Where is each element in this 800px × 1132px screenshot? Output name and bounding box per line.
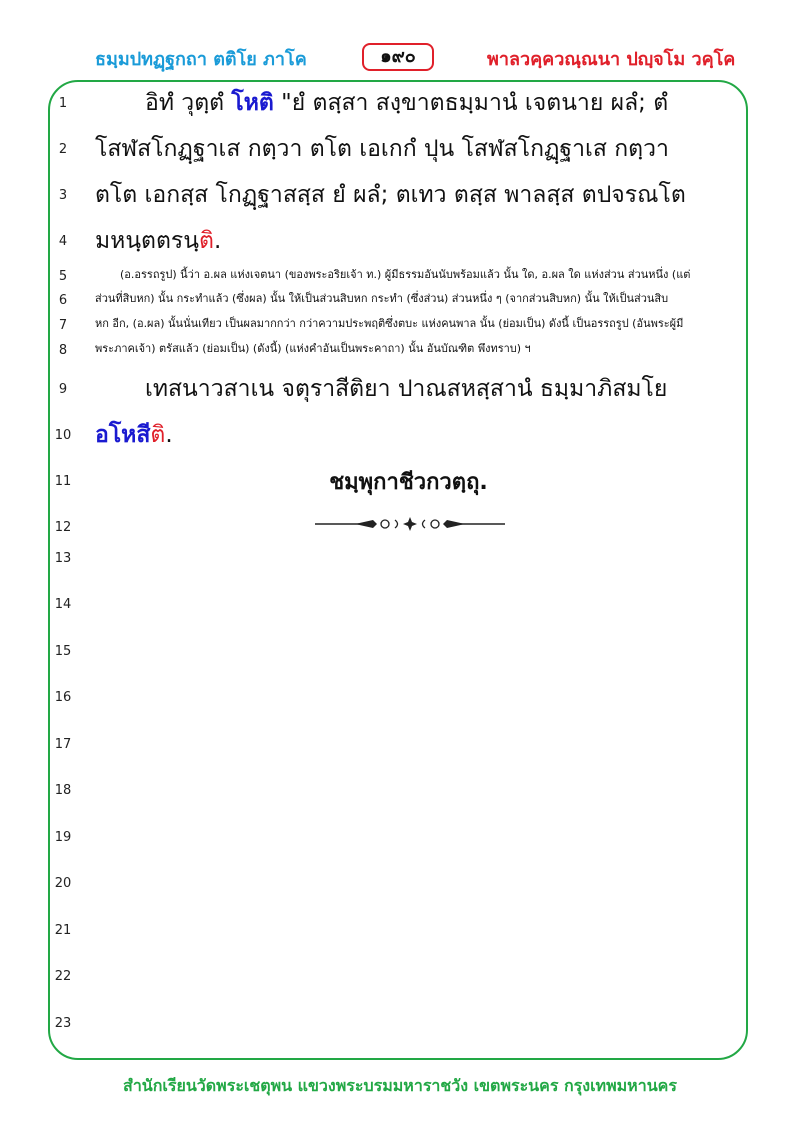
line-number: 16 <box>54 690 72 705</box>
text-line-3: ตโต เอกสฺส โกฏฺฐาสสฺส ยํ ผลํ; ตเทว ตสฺส พาลสฺส ตปจรณโต <box>95 182 686 208</box>
line-number: 19 <box>54 830 72 845</box>
line-number: 17 <box>54 737 72 752</box>
line-number: 13 <box>54 551 72 566</box>
line-number: 21 <box>54 923 72 938</box>
line-number: 15 <box>54 644 72 659</box>
text-segment: . <box>165 422 173 448</box>
story-title: ชมฺพุกาชีวกวตฺถุ. <box>329 470 488 495</box>
text-segment: อิทํ วุตฺตํ <box>145 90 225 116</box>
highlight-word: อโหสี <box>95 422 151 448</box>
page-number-box: ๑๙๐ <box>362 43 434 71</box>
line-number: 8 <box>58 343 68 358</box>
footer-institution: สำนักเรียนวัดพระเชตุพน แขวงพระบรมมหาราชวัง เขตพระนคร กรุงเทพมหานคร <box>123 1076 677 1095</box>
line-number: 20 <box>54 876 72 891</box>
highlight-word: โหติ <box>231 90 274 116</box>
line-number: 2 <box>58 142 68 157</box>
text-line-4 <box>95 226 722 256</box>
line-number: 4 <box>58 234 68 249</box>
line-number: 10 <box>54 428 72 443</box>
text-line-9: เทสนาวสาเน จตุราสีติยา ปาณสหสฺสานํ ธมฺมาภิสมโย <box>145 376 668 402</box>
red-syllable: ติ <box>199 228 214 254</box>
text-line-2: โสฬสโกฏฺฐาเส กตฺวา ตโต เอเกกํ ปุน โสฬสโกฏฺฐาเส กตฺวา <box>95 136 669 162</box>
line-number: 6 <box>58 293 68 308</box>
text-segment: "ยํ ตสฺสา สงฺขาตธมฺมานํ เจตนาย ผลํ; ตํ <box>281 90 669 116</box>
line-number: 23 <box>54 1016 72 1031</box>
header-right-title: พาลวคฺควณฺณนา ปญฺจโม วคฺโค <box>487 49 736 70</box>
header-left-title: ธมฺมปทฏฺฐกถา ตติโย ภาโค <box>95 49 307 70</box>
line-number: 3 <box>58 188 68 203</box>
red-syllable: ติ <box>150 422 166 448</box>
line-number: 22 <box>54 969 72 984</box>
text-line-1 <box>95 88 772 118</box>
translation-line-8: พระภาคเจ้า) ตรัสแล้ว (ย่อมเป็น) (ดังนี้) (แห่งคำอันเป็นพระคาถา) นั้น อันบัณฑิต พึงทราบ) ฯ <box>95 342 531 355</box>
text-line-10 <box>95 420 722 450</box>
line-number: 11 <box>54 474 72 489</box>
line-number: 18 <box>54 783 72 798</box>
line-number: 14 <box>54 597 72 612</box>
line-number: 9 <box>58 382 68 397</box>
line-number: 12 <box>54 520 72 535</box>
ornament-divider <box>315 514 505 534</box>
translation-line-7: หก อีก, (อ.ผล) นั้นนั่นเทียว เป็นผลมากกว่า กว่าความประพฤติซึ่งตบะ แห่งคนพาล นั้น (ย่อมเป็น) ดังนี้ เป็นอรรถรูป (อันพระผู้มี <box>95 317 684 330</box>
line-number: 5 <box>58 269 68 284</box>
translation-line-6: ส่วนที่สิบหก) นั้น กระทำแล้ว (ซึ่งผล) นั้น ให้เป็นส่วนสิบหก กระทำ (ซึ่งส่วน) ส่วนหนึ่ง ๆ (จากส่วนสิบหก) นั้น ให้เป็นส่วนสิบ <box>95 292 669 305</box>
translation-line-5: (อ.อรรถรูป) นี้ว่า อ.ผล แห่งเจตนา (ของพระอริยเจ้า ท.) ผู้มีธรรมอันนับพร้อมแล้ว นั้น ใด, อ.ผล ใด แห่งส่วน ส่วนหนึ่ง (แต่ <box>120 268 691 281</box>
text-segment: . <box>213 228 222 254</box>
text-segment: มหนฺตตรนฺ <box>95 228 199 254</box>
line-number: 1 <box>58 96 68 111</box>
line-number: 7 <box>58 318 68 333</box>
